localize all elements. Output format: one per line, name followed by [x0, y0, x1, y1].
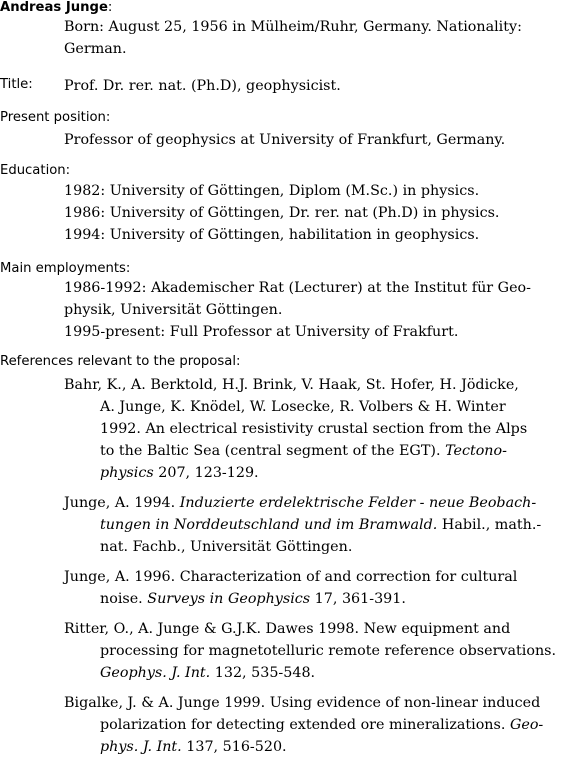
- reference-text: 17, 361-391.: [314, 591, 406, 607]
- references-label: References relevant to the proposal:: [0, 354, 241, 369]
- reference-line: Bigalke, J. & A. Junge 1999. Using evidence of non-linear induced: [64, 695, 541, 711]
- reference-text: polarization for detecting extended ore mineralizations.: [100, 717, 506, 733]
- journal-name: Surveys in Geophysics: [147, 591, 311, 607]
- employment-list: [64, 277, 557, 343]
- name-colon: :: [107, 0, 113, 15]
- reference-line: Junge, A. 1996. Characterization of and correction for cultural: [64, 569, 518, 585]
- reference-item: [64, 618, 557, 684]
- name-heading: [0, 0, 112, 15]
- birth-line-1: Born: August 25, 1956 in Mülheim/Ruhr, Germany. Nationality:: [64, 19, 522, 35]
- reference-text: Junge, A. 1994.: [64, 495, 176, 511]
- reference-text: Habil., math.-: [441, 517, 542, 533]
- title-label: Title:: [0, 77, 33, 92]
- journal-name: phys. J. Int.: [100, 739, 182, 755]
- work-title: Induzierte erdelektrische Felder - neue Beobach-: [179, 495, 537, 511]
- education-item: 1982: University of Göttingen, Diplom (M.Sc.) in physics.: [64, 183, 480, 199]
- journal-name: Geo-: [509, 717, 544, 733]
- birth-info: [64, 16, 557, 60]
- reference-item: [64, 374, 557, 484]
- reference-text: 132, 535-548.: [214, 665, 316, 681]
- reference-line: Ritter, O., A. Junge & G.J.K. Dawes 1998. New equipment and: [64, 621, 511, 637]
- reference-text: 137, 516-520.: [186, 739, 287, 755]
- employment-label: Main employments:: [0, 261, 131, 276]
- reference-item: [64, 492, 557, 558]
- journal-name: Tectono-: [445, 443, 507, 459]
- reference-line: [64, 440, 557, 462]
- reference-line: processing for magnetotelluric remote reference observations.: [100, 643, 557, 659]
- education-list: [64, 180, 557, 246]
- journal-name: Geophys. J. Int.: [100, 665, 211, 681]
- reference-line: A. Junge, K. Knödel, W. Losecke, R. Volbers & H. Winter: [100, 399, 506, 415]
- reference-line: [64, 492, 557, 514]
- employment-line: 1986-1992: Akademischer Rat (Lecturer) at the Institut für Geo-: [64, 280, 531, 296]
- employment-line: physik, Universität Göttingen.: [64, 302, 283, 318]
- reference-line: [64, 588, 557, 610]
- education-item: 1986: University of Göttingen, Dr. rer. nat (Ph.D) in physics.: [64, 205, 500, 221]
- birth-line-2: German.: [64, 41, 127, 57]
- present-position-value: Professor of geophysics at University of Frankfurt, Germany.: [64, 132, 506, 148]
- education-item: 1994: University of Göttingen, habilitation in geophysics.: [64, 227, 480, 243]
- reference-item: [64, 692, 557, 758]
- journal-name: physics: [100, 465, 154, 481]
- reference-line: nat. Fachb., Universität Göttingen.: [100, 539, 353, 555]
- reference-line: [64, 736, 557, 758]
- reference-line: Bahr, K., A. Berktold, H.J. Brink, V. Haak, St. Hofer, H. Jödicke,: [64, 377, 519, 393]
- present-position-text: [64, 129, 557, 151]
- reference-text: noise.: [100, 591, 143, 607]
- employment-line: 1995-present: Full Professor at University of Frakfurt.: [64, 324, 459, 340]
- title-value: Prof. Dr. rer. nat. (Ph.D), geophysicist.: [64, 78, 341, 94]
- present-position-label: Present position:: [0, 110, 111, 125]
- work-title: tungen in Norddeutschland und im Bramwald.: [100, 517, 438, 533]
- references-list: [64, 374, 557, 766]
- education-label: Education:: [0, 163, 71, 178]
- title-text: [64, 75, 557, 97]
- reference-line: [64, 662, 557, 684]
- reference-text: to the Baltic Sea (central segment of the EGT).: [100, 443, 441, 459]
- person-name: Andreas Junge: [0, 0, 108, 15]
- reference-line: [64, 462, 557, 484]
- reference-line: 1992. An electrical resistivity crustal section from the Alps: [100, 421, 528, 437]
- reference-line: [64, 514, 557, 536]
- reference-item: [64, 566, 557, 610]
- reference-text: 207, 123-129.: [158, 465, 259, 481]
- reference-line: [64, 714, 557, 736]
